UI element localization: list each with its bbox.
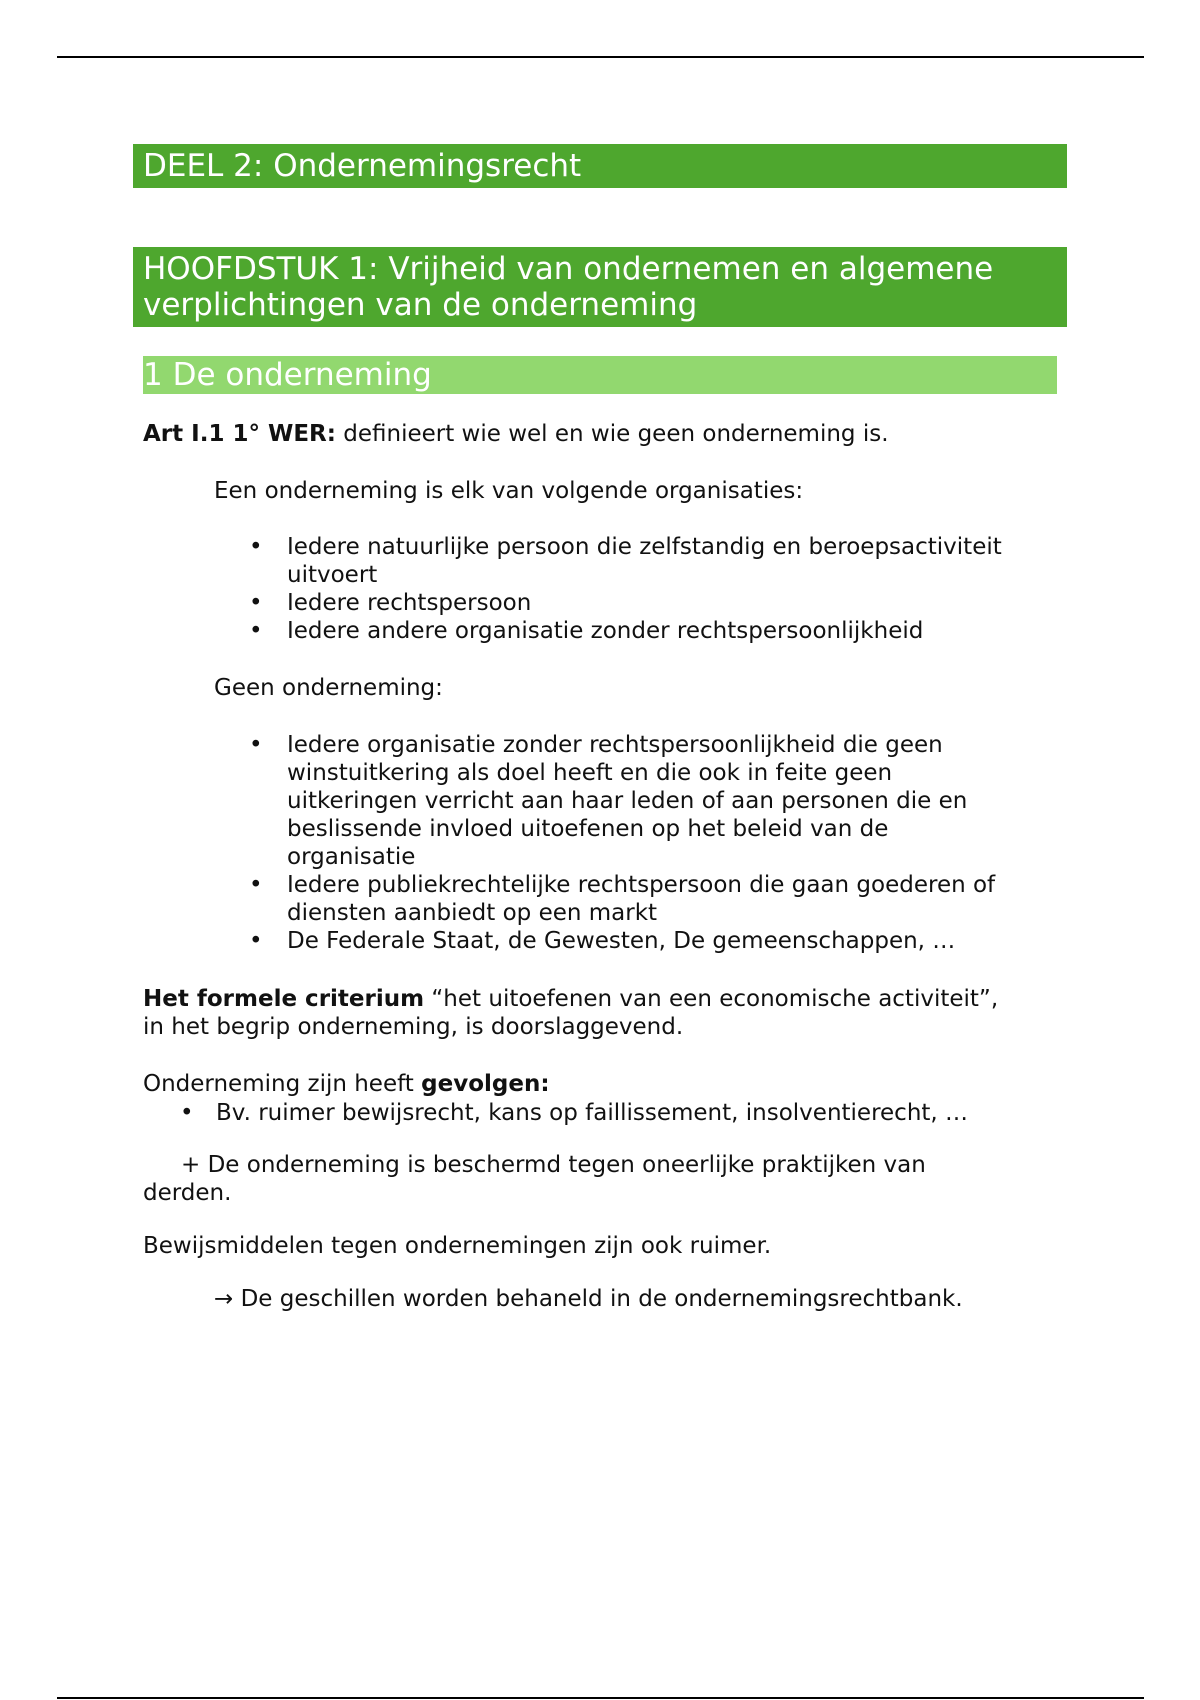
heading-deel-text: DEEL 2: Ondernemingsrecht bbox=[143, 148, 582, 184]
list-item-line: De Federale Staat, de Gewesten, De gemeenschappen, … bbox=[287, 928, 956, 954]
list-item bbox=[249, 533, 1002, 589]
bewijs-paragraph: Bewijsmiddelen tegen ondernemingen zijn ook ruimer. bbox=[143, 1233, 772, 1259]
list-item bbox=[249, 617, 1002, 645]
heading-deel bbox=[133, 144, 1067, 188]
art-text: definieert wie wel en wie geen onderneming is. bbox=[335, 421, 889, 447]
list-item-line: uitvoert bbox=[287, 562, 378, 588]
list-item-line: Iedere natuurlijke persoon die zelfstandig en beroepsactiviteit bbox=[287, 534, 1002, 560]
list-item-line: Bv. ruimer bewijsrecht, kans op faillissement, insolventierecht, … bbox=[216, 1100, 969, 1126]
list-item-line: Iedere publiekrechtelijke rechtspersoon die gaan goederen of bbox=[287, 872, 996, 898]
list-item-line: Iedere rechtspersoon bbox=[287, 590, 532, 616]
gevolgen-paragraph bbox=[143, 1070, 550, 1098]
list-item-line: diensten aanbiedt op een markt bbox=[287, 900, 658, 926]
bullet-icon: • bbox=[249, 590, 263, 616]
list-item bbox=[249, 927, 995, 955]
list-item-line: uitkeringen verricht aan haar leden of aan personen die en bbox=[287, 788, 968, 814]
bescherming-line1: + De onderneming is beschermd tegen oneerlijke praktijken van bbox=[181, 1152, 926, 1178]
bullet-icon: • bbox=[249, 928, 263, 954]
criterium-label: Het formele criterium bbox=[143, 986, 425, 1012]
list-item-line: Iedere organisatie zonder rechtspersoonlijkheid die geen bbox=[287, 732, 943, 758]
gevolgen-prefix: Onderneming zijn heeft bbox=[143, 1071, 422, 1097]
list-item-line: Iedere andere organisatie zonder rechtspersoonlijkheid bbox=[287, 618, 924, 644]
heading-hoofdstuk-line1: HOOFDSTUK 1: Vrijheid van ondernemen en algemene bbox=[143, 251, 994, 287]
heading-hoofdstuk bbox=[133, 247, 1067, 327]
heading-sectie-text: 1 De onderneming bbox=[143, 357, 432, 393]
footer-rule bbox=[57, 1697, 1144, 1699]
gevolgen-label: gevolgen: bbox=[421, 1071, 550, 1097]
heading-sectie bbox=[143, 356, 1057, 394]
onderneming-list bbox=[249, 533, 1002, 645]
art-label: Art I.1 1° WER: bbox=[143, 421, 336, 447]
list-item-line: organisatie bbox=[287, 844, 416, 870]
bullet-icon: • bbox=[249, 534, 263, 560]
gevolgen-list bbox=[180, 1099, 969, 1127]
criterium-paragraph bbox=[143, 985, 998, 1041]
bullet-icon: • bbox=[180, 1100, 194, 1126]
criterium-line1: “het uitoefenen van een economische activiteit”, bbox=[424, 986, 999, 1012]
list-item-line: winstuitkering als doel heeft en die ook in feite geen bbox=[287, 760, 893, 786]
bescherming-line2: derden. bbox=[143, 1180, 232, 1206]
art-paragraph bbox=[143, 420, 889, 448]
bullet-icon: • bbox=[249, 732, 263, 758]
criterium-line2: in het begrip onderneming, is doorslaggevend. bbox=[143, 1014, 684, 1040]
list-item-line: beslissende invloed uitoefenen op het beleid van de bbox=[287, 816, 889, 842]
geen-intro: Geen onderneming: bbox=[214, 675, 443, 701]
bescherming-paragraph bbox=[143, 1151, 926, 1207]
list-item bbox=[180, 1099, 969, 1127]
list-item bbox=[249, 731, 995, 871]
onderneming-intro: Een onderneming is elk van volgende organisaties: bbox=[214, 478, 804, 504]
header-rule bbox=[57, 56, 1144, 58]
geschillen-paragraph: → De geschillen worden behaneld in de ondernemingsrechtbank. bbox=[214, 1286, 963, 1312]
list-item bbox=[249, 871, 996, 927]
bullet-icon: • bbox=[249, 618, 263, 644]
bullet-icon: • bbox=[249, 872, 263, 898]
heading-hoofdstuk-line2: verplichtingen van de onderneming bbox=[143, 287, 698, 323]
geen-list bbox=[249, 731, 996, 955]
list-item bbox=[249, 589, 1002, 617]
